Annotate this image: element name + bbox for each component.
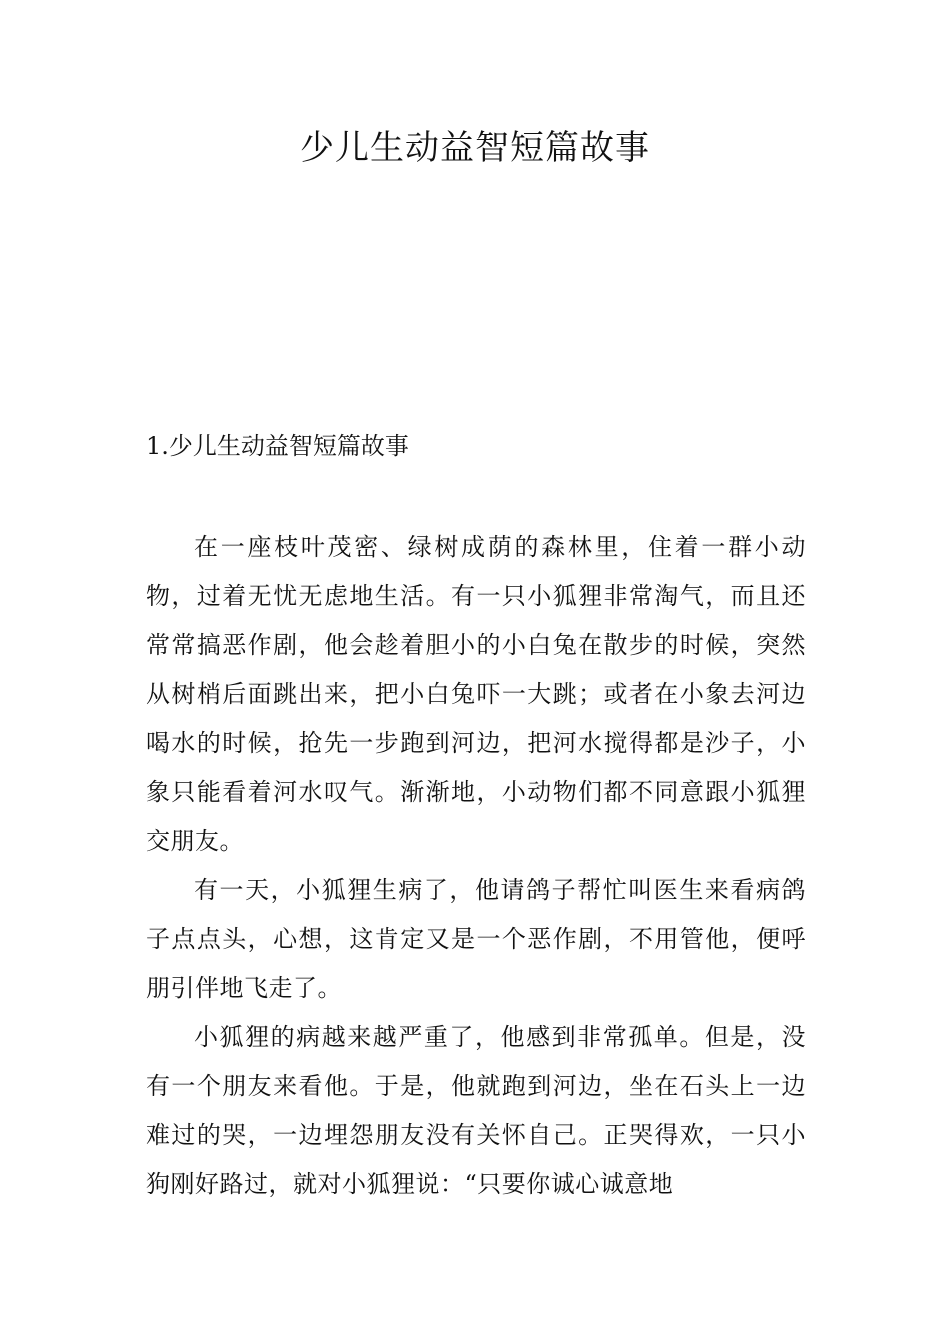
- story-body: [146, 523, 806, 1209]
- section-heading: 1.少儿生动益智短篇故事: [146, 432, 409, 460]
- story-paragraph-3: 小狐狸的病越来越严重了，他感到非常孤单。但是，没有一个朋友来看他。于是，他就跑到河边，坐在石头上一边难过的哭，一边埋怨朋友没有关怀自己。正哭得欢，一只小狗刚好路过，就对小狐狸说：“只要你诚心诚意地: [146, 1023, 806, 1198]
- document-title: 少儿生动益智短篇故事: [300, 128, 650, 168]
- story-paragraph-2: 有一天，小狐狸生病了，他请鸽子帮忙叫医生来看病鸽子点点头，心想，这肯定又是一个恶作剧，不用管他，便呼朋引伴地飞走了。: [146, 876, 806, 1002]
- story-paragraph-1: 在一座枝叶茂密、绿树成荫的森林里，住着一群小动物，过着无忧无虑地生活。有一只小狐狸非常淘气，而且还常常搞恶作剧，他会趁着胆小的小白兔在散步的时候，突然从树梢后面跳出来，把小白兔吓一大跳；或者在小象去河边喝水的时候，抢先一步跑到河边，把河水搅得都是沙子，小象只能看着河水叹气。渐渐地，小动物们都不同意跟小狐狸交朋友。: [146, 533, 806, 855]
